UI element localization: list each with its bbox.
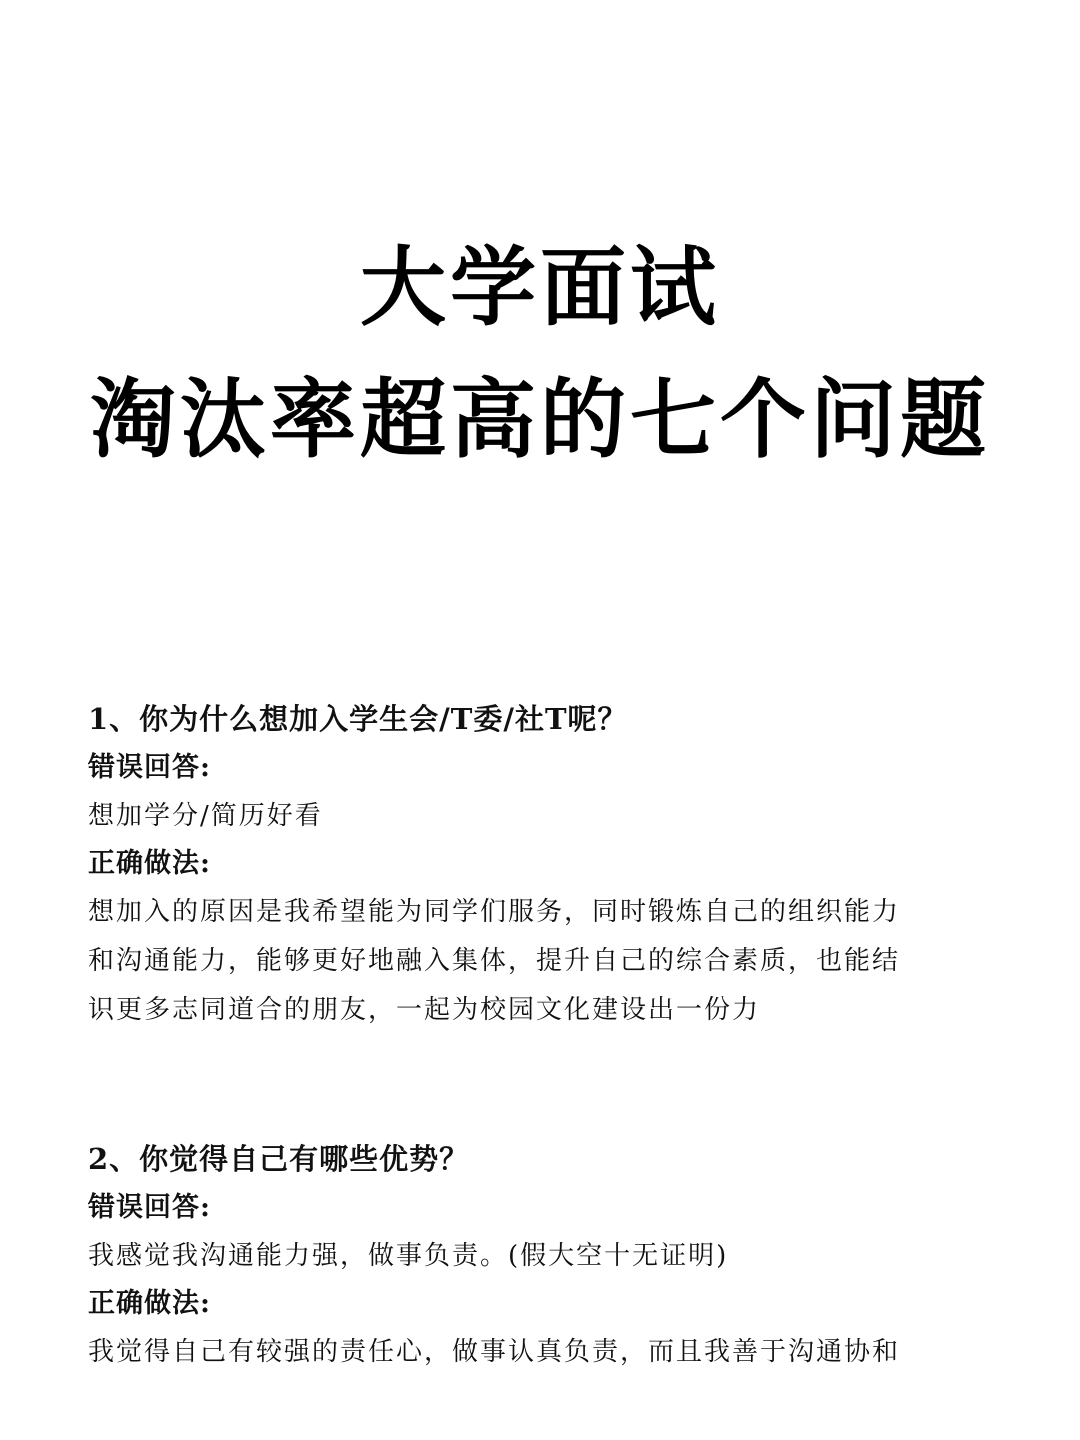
right-answer-line: 想加入的原因是我希望能为同学们服务，同时锻炼自己的组织能力: [88, 897, 901, 927]
wrong-answer-text: 我感觉我沟通能力强，做事负责。(假大空十无证明): [88, 1241, 729, 1271]
right-answer-label: 正确做法:: [88, 1288, 211, 1319]
title-line-2: 淘汰率超高的七个问题: [90, 370, 990, 470]
title-line-1: 大学面试: [360, 238, 720, 338]
right-answer-line: 识更多志同道合的朋友，一起为校园文化建设出一份力: [88, 995, 761, 1025]
question-block-2: [88, 1134, 988, 1377]
right-answer-label: 正确做法:: [88, 848, 211, 879]
wrong-answer-label: 错误回答:: [88, 1192, 211, 1223]
right-answer-text: [88, 888, 988, 1035]
wrong-answer-label: 错误回答:: [88, 752, 211, 783]
question-block-1: [88, 694, 988, 1035]
right-answer-line: 和沟通能力，能够更好地融入集体，提升自己的综合素质，也能结: [88, 946, 901, 976]
wrong-answer-text: 想加学分/简历好看: [88, 801, 323, 831]
question-heading: 1、你为什么想加入学生会/T委/社T呢？: [88, 702, 628, 736]
right-answer-line: 我觉得自己有较强的责任心，做事认真负责，而且我善于沟通协和: [88, 1337, 901, 1367]
page-title: [0, 232, 1080, 476]
question-heading: 2、你觉得自己有哪些优势？: [88, 1142, 470, 1176]
right-answer-text: [88, 1328, 988, 1377]
